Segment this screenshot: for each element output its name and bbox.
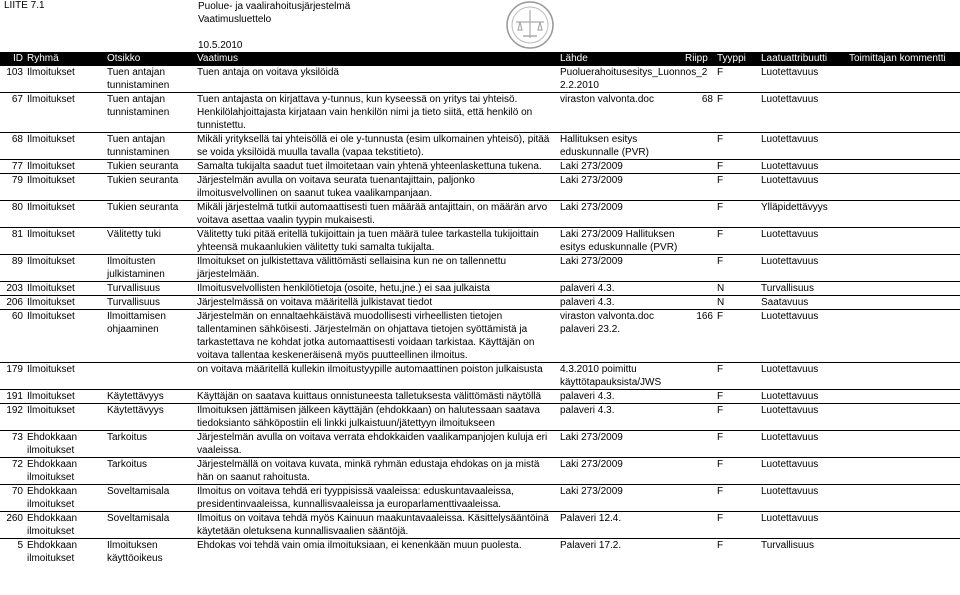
row-title: Tukien seuranta [107, 161, 179, 172]
system-name: Puolue- ja vaalirahoitusjärjestelmä [198, 1, 351, 12]
row-dependency [683, 296, 715, 310]
row-comment [847, 174, 960, 201]
row-source: palaveri 4.3. [560, 297, 615, 308]
row-quality-attribute: Luotettavuus [761, 486, 819, 497]
row-title: Soveltamisala [107, 486, 170, 497]
row-quality-attribute: Luotettavuus [761, 432, 819, 443]
row-type: F [717, 486, 724, 497]
row-group: Ilmoitukset [27, 311, 75, 322]
row-type: F [717, 161, 724, 172]
row-quality-attribute: Luotettavuus [761, 256, 819, 267]
row-type: F [717, 67, 724, 78]
row-source: Laki 273/2009 [560, 202, 623, 213]
table-header [0, 52, 960, 66]
row-dependency [683, 282, 715, 296]
col-quality-attribute: Laatuattribuutti [759, 52, 847, 66]
document-name: Vaatimusluettelo [198, 14, 272, 25]
row-type: F [717, 432, 724, 443]
col-type: Tyyppi [715, 52, 759, 66]
row-group: Ehdokkaan ilmoitukset [27, 432, 78, 456]
row-type: F [717, 364, 724, 375]
row-title: Välitetty tuki [107, 229, 161, 240]
row-id: 60 [11, 311, 23, 322]
row-dependency [683, 390, 715, 404]
row-title: Tarkoitus [107, 432, 148, 443]
row-quality-attribute: Luotettavuus [761, 513, 819, 524]
row-requirement: Samalta tukijalta saadut tuet ilmoitetaan vain yhtenä yhteenlaskettuna tukena. [197, 161, 542, 172]
row-comment [847, 133, 960, 160]
table-row [0, 133, 960, 160]
row-type: N [717, 297, 725, 308]
ministry-seal-logo [474, 0, 586, 50]
table-row [0, 174, 960, 201]
row-source: Palaveri 12.4. [560, 513, 622, 524]
table-row [0, 363, 960, 390]
row-quality-attribute: Luotettavuus [761, 94, 819, 105]
row-type: F [717, 459, 724, 470]
row-title: Tuen antajan tunnistaminen [107, 134, 170, 158]
table-row [0, 485, 960, 512]
row-id: 103 [6, 67, 23, 78]
row-type: F [717, 513, 724, 524]
row-comment [847, 404, 960, 431]
row-id: 68 [11, 134, 23, 145]
row-comment [847, 485, 960, 512]
row-source: Laki 273/2009 [560, 256, 623, 267]
row-id: 5 [17, 540, 23, 551]
row-source: Laki 273/2009 Hallituksen esitys eduskunnalle (PVR) [560, 229, 678, 253]
row-quality-attribute: Luotettavuus [761, 391, 819, 402]
row-source: Laki 273/2009 [560, 175, 623, 186]
row-id: 191 [6, 391, 23, 402]
row-requirement: Mikäli yrityksellä tai yhteisöllä ei ole y-tunnusta (esim ulkomainen yhteisö), pitää se voida yksilöidä muulla tavalla (vapaa tekstitieto). [197, 134, 550, 158]
row-group: Ilmoitukset [27, 67, 75, 78]
row-comment [847, 93, 960, 133]
row-type: F [717, 311, 724, 322]
row-title: Tukien seuranta [107, 175, 179, 186]
row-title: Ilmoittamisen ohjaaminen [107, 311, 166, 335]
row-title: Ilmoituksen käyttöoikeus [107, 540, 163, 564]
row-quality-attribute: Luotettavuus [761, 364, 819, 375]
row-group: Ilmoitukset [27, 229, 75, 240]
row-title: Tarkoitus [107, 459, 148, 470]
row-group: Ilmoitukset [27, 161, 75, 172]
row-title: Tukien seuranta [107, 202, 179, 213]
row-id: 73 [11, 432, 23, 443]
row-group: Ilmoitukset [27, 202, 75, 213]
table-row [0, 404, 960, 431]
document-date: 10.5.2010 [198, 40, 243, 51]
row-group: Ilmoitukset [27, 297, 75, 308]
row-dependency [683, 133, 715, 160]
row-type: F [717, 134, 724, 145]
row-type: F [717, 256, 724, 267]
row-dependency: 166 [696, 311, 713, 322]
row-requirement: Tuen antajasta on kirjattava y-tunnus, kun kyseessä on yritys tai yhteisö. Henkilölahjoittajasta kirjataan vain henkilön nimi ja tieto siitä, että henkilö on tunnistettu. [197, 94, 533, 131]
row-requirement: on voitava määritellä kullekin ilmoitustyypille automaattinen poiston julkaisusta [197, 364, 543, 375]
table-row [0, 228, 960, 255]
row-dependency [683, 228, 715, 255]
row-title: Turvallisuus [107, 297, 160, 308]
row-dependency [683, 201, 715, 228]
row-type: N [717, 283, 725, 294]
row-source: palaveri 4.3. [560, 283, 615, 294]
col-group: Ryhmä [25, 52, 105, 66]
row-id: 72 [11, 459, 23, 470]
row-group: Ilmoitukset [27, 256, 75, 267]
table-row [0, 255, 960, 282]
row-type: F [717, 391, 724, 402]
row-group: Ilmoitukset [27, 391, 75, 402]
row-type: F [717, 94, 724, 105]
row-dependency [683, 431, 715, 458]
row-type: F [717, 229, 724, 240]
row-requirement: Ilmoitus on voitava tehdä eri tyyppisissä vaaleissa: eduskuntavaaleissa, presidentinvaaleissa, kunnallisvaaleissa ja europarlamenttivaaleissa. [197, 486, 514, 510]
table-row [0, 458, 960, 485]
row-comment [847, 431, 960, 458]
row-quality-attribute: Luotettavuus [761, 311, 819, 322]
row-id: 89 [11, 256, 23, 267]
row-dependency [683, 458, 715, 485]
row-id: 79 [11, 175, 23, 186]
row-dependency [683, 512, 715, 539]
row-id: 70 [11, 486, 23, 497]
row-dependency [683, 485, 715, 512]
row-source: Laki 273/2009 [560, 486, 623, 497]
col-requirement: Vaatimus [195, 52, 558, 66]
row-dependency [683, 539, 715, 566]
row-comment [847, 512, 960, 539]
row-title: Käytettävyys [107, 405, 164, 416]
row-requirement: Välitetty tuki pitää eritellä tukijoittain ja tuen määrä tulee tarkastella tukijoittain yhteensä mukaanlukien välitetty tuki samalta tukijalta. [197, 229, 539, 253]
row-quality-attribute: Turvallisuus [761, 540, 814, 551]
row-source: Puoluerahoitusesitys_Luonnos_2 2.2.2010 [560, 67, 708, 91]
row-id: 260 [6, 513, 23, 524]
table-row [0, 201, 960, 228]
table-row [0, 539, 960, 566]
row-type: F [717, 540, 724, 551]
row-requirement: Järjestelmällä on voitava kuvata, minkä ryhmän edustaja ehdokas on ja mistä hän on saanut rahoitusta. [197, 459, 540, 483]
row-source: palaveri 4.3. [560, 391, 615, 402]
row-comment [847, 255, 960, 282]
spacer-line [198, 26, 350, 39]
row-comment [847, 282, 960, 296]
row-comment [847, 458, 960, 485]
row-dependency [683, 363, 715, 390]
table-row [0, 512, 960, 539]
col-title: Otsikko [105, 52, 195, 66]
row-comment [847, 201, 960, 228]
row-source: Laki 273/2009 [560, 161, 623, 172]
row-title: Ilmoitusten julkistaminen [107, 256, 165, 280]
row-group: Ilmoitukset [27, 405, 75, 416]
row-comment [847, 539, 960, 566]
row-id: 77 [11, 161, 23, 172]
row-group: Ilmoitukset [27, 364, 75, 375]
row-title: Tuen antajan tunnistaminen [107, 94, 170, 118]
row-comment [847, 228, 960, 255]
row-group: Ilmoitukset [27, 283, 75, 294]
row-quality-attribute: Luotettavuus [761, 459, 819, 470]
row-title: Tuen antajan tunnistaminen [107, 67, 170, 91]
row-group: Ehdokkaan ilmoitukset [27, 459, 78, 483]
row-quality-attribute: Luotettavuus [761, 405, 819, 416]
row-source: Laki 273/2009 [560, 459, 623, 470]
row-title: Soveltamisala [107, 513, 170, 524]
row-requirement: Ilmoituksen jättämisen jälkeen käyttäjän (ehdokkaan) on halutessaan saatava tiedoksianto sähköpostiin eli linkki julkaistuun/jätettyyn ilmoitukseen [197, 405, 540, 429]
row-quality-attribute: Luotettavuus [761, 175, 819, 186]
row-title: Käytettävyys [107, 391, 164, 402]
col-dependency: Riipp [683, 52, 715, 66]
table-row [0, 282, 960, 296]
row-id: 179 [6, 364, 23, 375]
row-id: 206 [6, 297, 23, 308]
row-title: Turvallisuus [107, 283, 160, 294]
row-id: 203 [6, 283, 23, 294]
row-comment [847, 310, 960, 363]
row-group: Ehdokkaan ilmoitukset [27, 486, 78, 510]
row-comment [847, 363, 960, 390]
document-title-block [198, 0, 350, 52]
row-requirement: Ehdokas voi tehdä vain omia ilmoituksiaan, ei kenenkään muun puolesta. [197, 540, 522, 551]
table-row [0, 93, 960, 133]
row-quality-attribute: Luotettavuus [761, 161, 819, 172]
row-dependency [683, 255, 715, 282]
table-row [0, 310, 960, 363]
row-requirement: Järjestelmän avulla on voitava seurata tuenantajittain, paljonko ilmoitusvelvollinen on saanut tukea vaalikampanjaan. [197, 175, 475, 199]
table-row [0, 431, 960, 458]
row-id: 81 [11, 229, 23, 240]
row-comment [847, 296, 960, 310]
row-quality-attribute: Luotettavuus [761, 67, 819, 78]
row-id: 67 [11, 94, 23, 105]
row-dependency [683, 160, 715, 174]
table-row [0, 160, 960, 174]
row-group: Ilmoitukset [27, 94, 75, 105]
row-requirement: Ilmoitukset on julkistettava välittömästi sellaisina kun ne on tallennettu järjestelmään. [197, 256, 507, 280]
row-title [105, 363, 195, 390]
row-requirement: Ilmoitusvelvollisten henkilötietoja (osoite, hetu,jne.) ei saa julkaista [197, 283, 490, 294]
row-dependency [683, 404, 715, 431]
table-row [0, 390, 960, 404]
row-group: Ehdokkaan ilmoitukset [27, 540, 78, 564]
row-source: palaveri 4.3. [560, 405, 615, 416]
row-quality-attribute: Ylläpidettävyys [761, 202, 828, 213]
row-group: Ilmoitukset [27, 175, 75, 186]
row-comment [847, 66, 960, 93]
table-row [0, 296, 960, 310]
row-requirement: Järjestelmässä on voitava määritellä julkistavat tiedot [197, 297, 433, 308]
row-source: Laki 273/2009 [560, 432, 623, 443]
row-type: F [717, 405, 724, 416]
row-comment [847, 160, 960, 174]
row-type: F [717, 175, 724, 186]
row-requirement: Järjestelmän on ennaltaehkäistävä muodollisesti virheellisten tietojen tallentaminen sähköisesti. Järjestelmän on ohjattava tietojen syöttämistä ja tarkastettava ne kohdat jotka automaattisesti voidaan tarkistaa. Käyttäjän on voitava tallentaa keskeneräisenä myös puutteellinen ilmoitus. [197, 311, 535, 361]
row-source: viraston valvonta.doc palaveri 23.2. [560, 311, 654, 335]
row-quality-attribute: Luotettavuus [761, 134, 819, 145]
row-quality-attribute: Saatavuus [761, 297, 809, 308]
document-label: LIITE 7.1 [4, 0, 45, 11]
row-type: F [717, 202, 724, 213]
col-id: ID [0, 52, 25, 66]
requirements-table [0, 52, 960, 565]
row-id: 80 [11, 202, 23, 213]
row-quality-attribute: Luotettavuus [761, 229, 819, 240]
row-requirement: Ilmoitus on voitava tehdä myös Kainuun maakuntavaaleissa. Käsittelysääntöinä käytetään oletuksena kunnallisvaalien sääntöjä. [197, 513, 549, 537]
row-group: Ilmoitukset [27, 134, 75, 145]
row-comment [847, 390, 960, 404]
row-requirement: Järjestelmän avulla on voitava verrata ehdokkaiden vaalikampanjojen kuluja eri vaaleissa. [197, 432, 548, 456]
row-source: viraston valvonta.doc [560, 94, 654, 105]
row-id: 192 [6, 405, 23, 416]
row-requirement: Käyttäjän on saatava kuittaus onnistuneesta talletuksesta välittömästi näytöllä [197, 391, 542, 402]
row-source: Hallituksen esitys eduskunnalle (PVR) [560, 134, 649, 158]
row-requirement: Mikäli järjestelmä tutkii automaattisesti tuen määrää antajittain, on määrän arvo voitava asettaa vaalin tyypin mukaisesti. [197, 202, 548, 226]
row-dependency [683, 174, 715, 201]
table-row [0, 66, 960, 93]
row-dependency: 68 [701, 94, 713, 105]
col-source: Lähde [558, 52, 683, 66]
row-source: 4.3.2010 poimittu käyttötapauksista/JWS [560, 364, 662, 388]
row-requirement: Tuen antaja on voitava yksilöidä [197, 67, 339, 78]
col-supplier-comment: Toimittajan kommentti [847, 52, 960, 66]
row-group: Ehdokkaan ilmoitukset [27, 513, 78, 537]
row-source: Palaveri 17.2. [560, 540, 622, 551]
row-quality-attribute: Turvallisuus [761, 283, 814, 294]
